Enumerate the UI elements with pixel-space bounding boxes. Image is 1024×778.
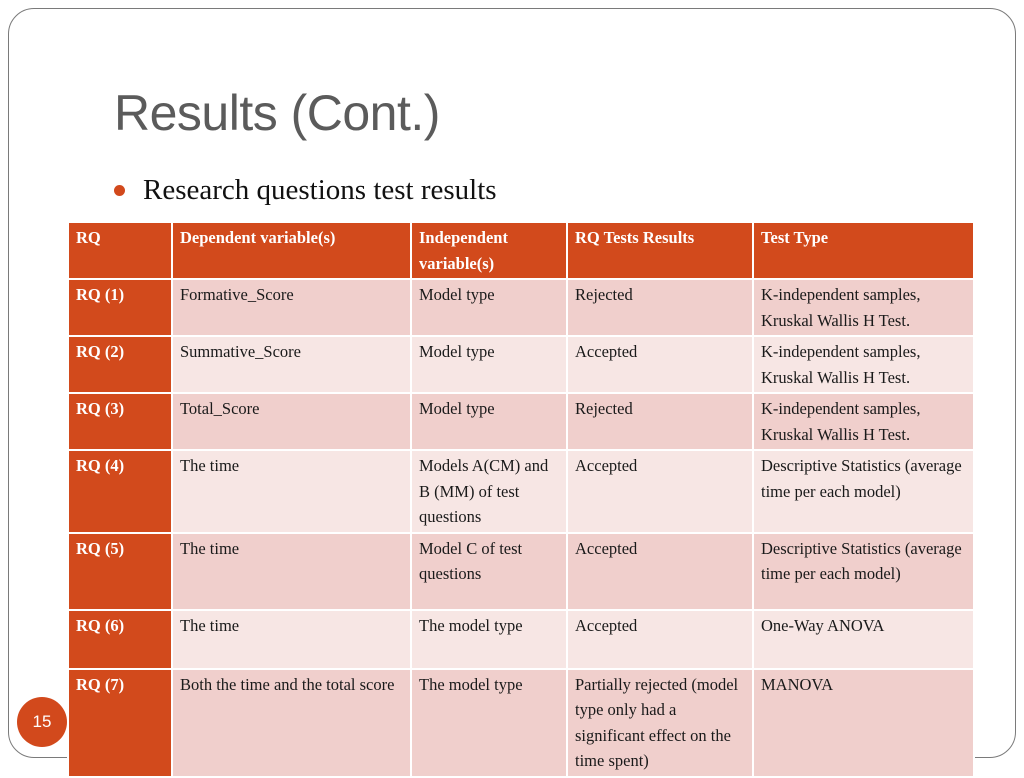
independent-variable-cell: The model type xyxy=(411,610,567,669)
bullet-item xyxy=(114,170,497,210)
dependent-variable-cell: Summative_Score xyxy=(172,336,411,393)
independent-variable-cell: The model type xyxy=(411,669,567,777)
header-dependent-variables: Dependent variable(s) xyxy=(172,222,411,279)
independent-variable-cell: Models A(CM) and B (MM) of test questions xyxy=(411,450,567,533)
rq-label: RQ (1) xyxy=(68,279,172,336)
independent-variable-cell: Model type xyxy=(411,393,567,450)
test-result-cell: Accepted xyxy=(567,450,753,533)
header-test-type: Test Type xyxy=(753,222,974,279)
independent-variable-cell: Model type xyxy=(411,336,567,393)
results-table xyxy=(67,221,975,778)
dependent-variable-cell: The time xyxy=(172,450,411,533)
rq-label: RQ (2) xyxy=(68,336,172,393)
dependent-variable-cell: Both the time and the total score xyxy=(172,669,411,777)
page-number-badge: 15 xyxy=(17,697,67,747)
dependent-variable-cell: The time xyxy=(172,533,411,610)
test-result-cell: Rejected xyxy=(567,393,753,450)
rq-label: RQ (3) xyxy=(68,393,172,450)
table-row xyxy=(68,393,974,450)
slide-title: Results (Cont.) xyxy=(114,85,440,141)
table-row xyxy=(68,279,974,336)
test-result-cell: Accepted xyxy=(567,533,753,610)
test-result-cell: Accepted xyxy=(567,610,753,669)
test-result-cell: Partially rejected (model type only had a significant effect on the time spent) xyxy=(567,669,753,777)
dependent-variable-cell: Formative_Score xyxy=(172,279,411,336)
test-type-cell: K-independent samples, Kruskal Wallis H Test. xyxy=(753,393,974,450)
independent-variable-cell: Model C of test questions xyxy=(411,533,567,610)
test-type-cell: Descriptive Statistics (average time per each model) xyxy=(753,533,974,610)
test-type-cell: Descriptive Statistics (average time per each model) xyxy=(753,450,974,533)
rq-label: RQ (7) xyxy=(68,669,172,777)
table-row xyxy=(68,336,974,393)
table-row xyxy=(68,610,974,669)
rq-label: RQ (4) xyxy=(68,450,172,533)
independent-variable-cell: Model type xyxy=(411,279,567,336)
test-type-cell: K-independent samples, Kruskal Wallis H Test. xyxy=(753,279,974,336)
header-rq: RQ xyxy=(68,222,172,279)
bullet-text: Research questions test results xyxy=(143,173,497,206)
test-type-cell: MANOVA xyxy=(753,669,974,777)
table-header-row xyxy=(68,222,974,279)
rq-label: RQ (5) xyxy=(68,533,172,610)
test-type-cell: One-Way ANOVA xyxy=(753,610,974,669)
table-row xyxy=(68,669,974,777)
table-row xyxy=(68,533,974,610)
header-independent-variables: Independent variable(s) xyxy=(411,222,567,279)
test-type-cell: K-independent samples, Kruskal Wallis H Test. xyxy=(753,336,974,393)
header-rq-tests-results: RQ Tests Results xyxy=(567,222,753,279)
table-row xyxy=(68,450,974,533)
dependent-variable-cell: Total_Score xyxy=(172,393,411,450)
rq-label: RQ (6) xyxy=(68,610,172,669)
bullet-dot-icon xyxy=(114,185,125,196)
test-result-cell: Accepted xyxy=(567,336,753,393)
test-result-cell: Rejected xyxy=(567,279,753,336)
dependent-variable-cell: The time xyxy=(172,610,411,669)
